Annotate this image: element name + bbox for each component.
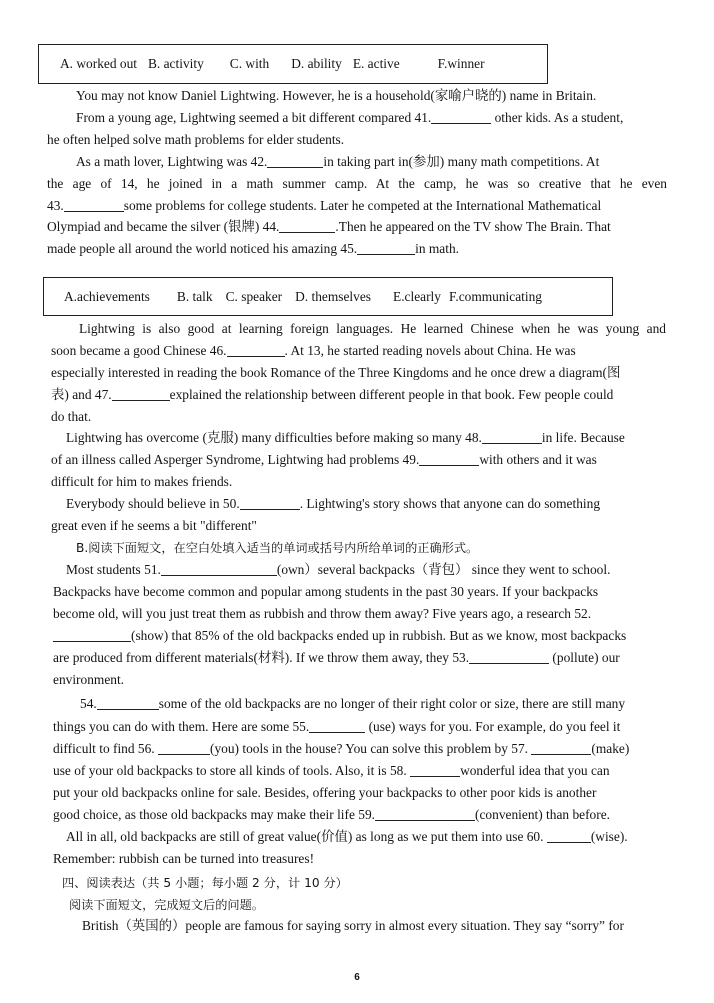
paragraph-line: Lightwing is also good at learning foreign languages. He learned Chinese when he was young and	[79, 321, 666, 336]
answer-blank[interactable]	[431, 109, 491, 124]
paragraph-line: As a math lover, Lightwing was 42. in taking part in(参加) many math competitions. At	[76, 154, 600, 169]
paragraph-line: difficult to find 56. (you) tools in the house? You can solve this problem by 57. (make)	[53, 741, 630, 756]
answer-blank[interactable]	[227, 342, 285, 357]
word-option: E.clearly	[393, 288, 441, 304]
paragraph-line: the age of 14, he joined in a math summer camp. At the camp, he was so creative that he even	[47, 176, 667, 191]
answer-blank[interactable]	[267, 153, 323, 168]
word-option: B. activity	[147, 56, 204, 71]
word-option: C. with	[229, 56, 270, 71]
paragraph-line: of an illness called Asperger Syndrome, Lightwing had problems 49. with others and it was	[51, 452, 597, 467]
answer-blank[interactable]	[240, 495, 300, 510]
answer-blank[interactable]	[469, 649, 549, 664]
page-number: 6	[354, 972, 360, 983]
answer-blank[interactable]	[161, 561, 277, 576]
paragraph-line: All in all, old backpacks are still of great value(价值) as long as we put them into use 60. (wise).	[66, 829, 628, 844]
paragraph-line: 43. some problems for college students. Later he competed at the International Mathematical	[47, 198, 602, 213]
word-choice-box-1	[38, 44, 548, 84]
word-option: D. ability	[291, 56, 342, 71]
paragraph-line: (show) that 85% of the old backpacks ended up in rubbish. But as we know, most backpacks	[53, 626, 626, 646]
section-b-instruction: B.阅读下面短文，在空白处填入适当的单词或括号内所给单词的正确形式。	[76, 541, 479, 555]
answer-blank[interactable]	[547, 828, 591, 843]
paragraph-line: become old, will you just treat them as rubbish and throw them away? Five years ago, a research 52.	[53, 606, 592, 621]
answer-blank[interactable]	[64, 197, 124, 212]
paragraph-line: Most students 51. (own）several backpacks（背包） since they went to school.	[66, 562, 611, 577]
paragraph-line: Everybody should believe in 50. . Lightwing's story shows that anyone can do something	[66, 496, 601, 511]
answer-blank[interactable]	[309, 718, 365, 733]
answer-blank[interactable]	[410, 762, 460, 777]
word-option: A.achievements	[64, 288, 150, 304]
paragraph-line: do that.	[51, 409, 92, 424]
answer-blank[interactable]	[53, 627, 131, 642]
paragraph-line: You may not know Daniel Lightwing. However, he is a household(家喻户晓的) name in Britain.	[76, 88, 597, 103]
paragraph-line: British（英国的）people are famous for saying sorry in almost every situation. They say “sorry” for	[82, 918, 624, 933]
answer-blank[interactable]	[112, 386, 170, 401]
paragraph-line: good choice, as those old backpacks may make their life 59. (convenient) than before.	[53, 807, 610, 822]
paragraph-line: Backpacks have become common and popular among students in the past 30 years. If your backpacks	[53, 584, 599, 599]
word-choice-box-2	[43, 277, 613, 316]
answer-blank[interactable]	[357, 240, 415, 255]
paragraph-line: use of your old backpacks to store all kinds of tools. Also, it is 58. wonderful idea that you can	[53, 763, 610, 778]
word-option: F.winner	[437, 56, 485, 71]
word-option: A. worked out	[60, 56, 137, 71]
paragraph-line: 表) and 47. explained the relationship between different people in that book. Few people could	[51, 387, 614, 402]
word-option: C. speaker	[225, 288, 283, 304]
paragraph-line: Olympiad and became the silver (银牌) 44. .Then he appeared on the TV show The Brain. That	[47, 219, 611, 234]
paragraph-line: especially interested in reading the book Romance of the Three Kingdoms and he once drew a diagram(图	[51, 365, 621, 380]
word-option: B. talk	[176, 288, 213, 304]
answer-blank[interactable]	[419, 451, 479, 466]
paragraph-line: put your old backpacks online for sale. Besides, offering your backpacks to other poor kids is another	[53, 785, 597, 800]
paragraph-line: soon became a good Chinese 46. . At 13, he started reading novels about China. He was	[51, 343, 576, 358]
paragraph-line: are produced from different materials(材料). If we throw them away, they 53. (pollute) our	[53, 650, 620, 665]
paragraph-line: Remember: rubbish can be turned into treasures!	[53, 851, 315, 866]
answer-blank[interactable]	[482, 429, 542, 444]
paragraph-line: made people all around the world noticed his amazing 45. in math.	[47, 241, 460, 256]
word-option: D. themselves	[295, 288, 372, 304]
word-option: F.communicating	[448, 288, 542, 304]
paragraph-line: From a young age, Lightwing seemed a bit different compared 41. other kids. As a student,	[76, 110, 624, 125]
answer-blank[interactable]	[531, 740, 591, 755]
paragraph-line: he often helped solve math problems for elder students.	[47, 132, 345, 147]
paragraph-line: 54. some of the old backpacks are no longer of their right color or size, there are still many	[80, 696, 626, 711]
paragraph-line: environment.	[53, 672, 125, 687]
answer-blank[interactable]	[158, 740, 210, 755]
paragraph-line: things you can do with them. Here are some 55. (use) ways for you. For example, do you feel it	[53, 719, 621, 734]
section-4-instruction: 阅读下面短文，完成短文后的问题。	[69, 898, 264, 912]
section-4-heading: 四、阅读表达（共 5 小题；每小题 2 分，计 10 分）	[62, 876, 348, 890]
answer-blank[interactable]	[279, 218, 335, 233]
answer-blank[interactable]	[375, 806, 475, 821]
paragraph-line: Lightwing has overcome (克服) many difficulties before making so many 48. in life. Because	[66, 430, 625, 445]
answer-blank[interactable]	[97, 695, 159, 710]
word-option: E. active	[352, 56, 400, 71]
paragraph-line: difficult for him to makes friends.	[51, 474, 233, 489]
paragraph-line: great even if he seems a bit "different"	[51, 518, 257, 533]
